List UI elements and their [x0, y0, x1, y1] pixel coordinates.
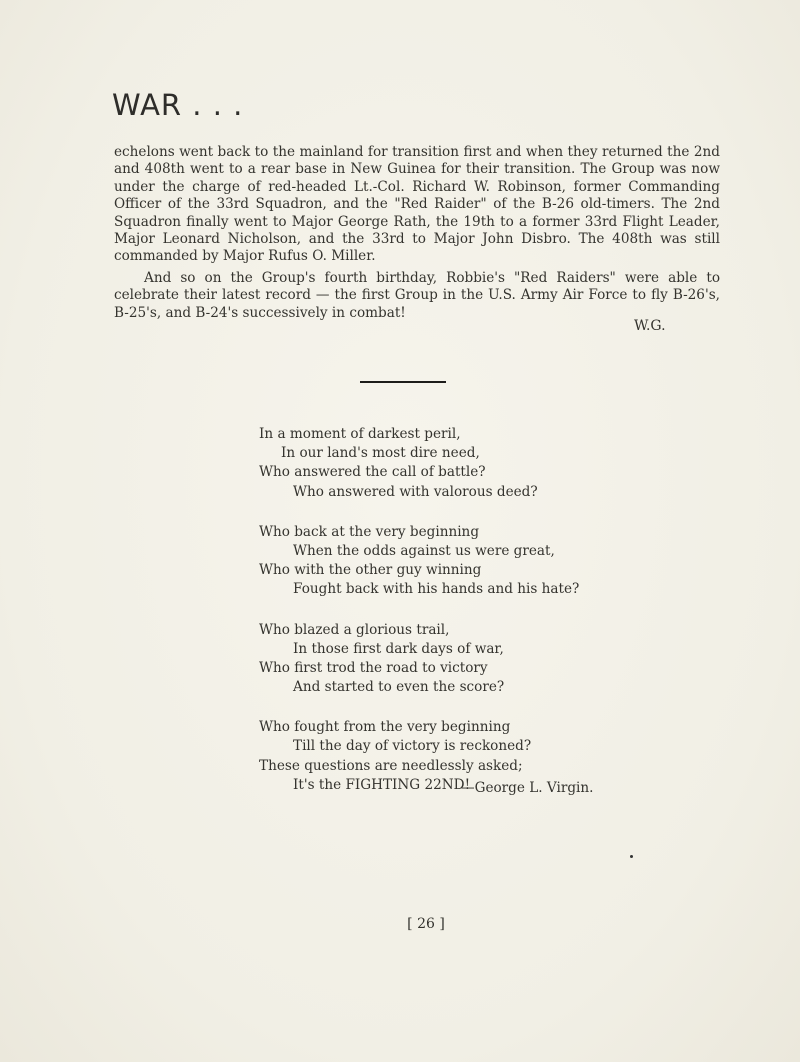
ink-speck — [630, 855, 633, 858]
poem-line: Who with the other guy winning — [259, 562, 482, 579]
poem-line: Fought back with his hands and his hate? — [293, 581, 580, 598]
page-title: WAR . . . — [112, 88, 244, 122]
article-paragraph-2: And so on the Group's fourth birthday, Robbie's "Red Raiders" were able to celebrate their latest record — the first Group in the U.S. Army Air Force to fly B-26's, B-25's, and B-24's successively in combat! — [114, 270, 720, 321]
poem-line: Who fought from the very beginning — [259, 719, 511, 736]
poem-line: Who blazed a glorious trail, — [259, 621, 450, 638]
poem-line: In those first dark days of war, — [293, 640, 504, 657]
poem-line: In a moment of darkest peril, — [259, 426, 461, 442]
poem-stanza-4 — [259, 718, 659, 795]
poem-line: In our land's most dire need, — [281, 445, 480, 462]
poem-line: It's the FIGHTING 22ND! — [293, 776, 471, 793]
poem-author: —George L. Virgin. — [461, 780, 594, 796]
poem-stanza-3 — [259, 621, 659, 698]
page-number: [ 26 ] — [407, 916, 445, 932]
poem-line: These questions are needlessly asked; — [259, 757, 523, 774]
poem-stanza-1 — [259, 425, 659, 502]
article-paragraph-1: echelons went back to the mainland for transition first and when they returned the 2nd and 408th went to a rear base in New Guinea for their transition. The Group was now under the charge of red-headed Lt.-Col. Richard W. Robinson, former Commanding Officer of the 33rd Squadron, and the "Red Raider" of the B-26 old-timers. The 2nd Squadron finally went to Major George Rath, the 19th to a former 33rd Flight Leader, Major Leonard Nicholson, and the 33rd to Major John Disbro. The 408th was still commanded by Major Rufus O. Miller. — [114, 144, 720, 265]
poem — [259, 425, 659, 816]
article-signature: W.G. — [634, 318, 666, 334]
poem-line: Who first trod the road to victory — [259, 659, 488, 676]
section-divider — [360, 381, 446, 383]
poem-line: Who back at the very beginning — [259, 523, 480, 540]
poem-line: Who answered with valorous deed? — [293, 483, 538, 500]
poem-line: Till the day of victory is reckoned? — [293, 738, 532, 755]
poem-line: When the odds against us were great, — [293, 542, 555, 559]
poem-stanza-2 — [259, 523, 659, 600]
poem-line: Who answered the call of battle? — [259, 464, 486, 481]
poem-line: And started to even the score? — [293, 679, 505, 696]
